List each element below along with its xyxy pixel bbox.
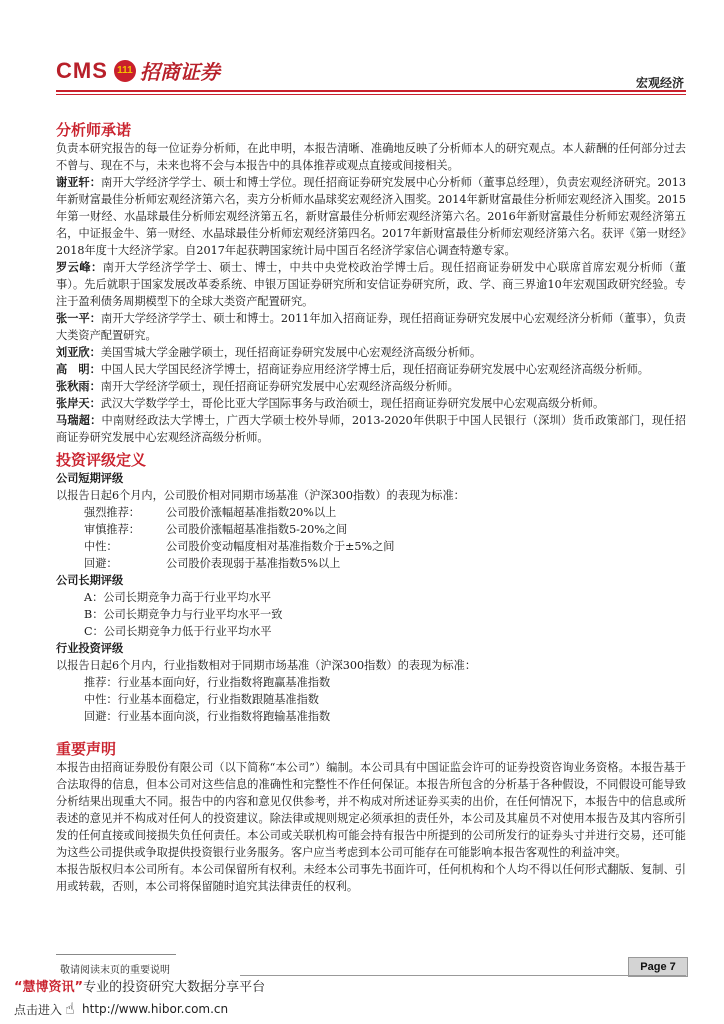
footer-divider bbox=[56, 954, 176, 955]
watermark-url-link[interactable]: http://www.hibor.com.cn bbox=[82, 1002, 229, 1016]
industry-item: 推荐：行业基本面向好，行业指数将跑赢基准指数 bbox=[84, 676, 331, 689]
watermark-line1 bbox=[14, 976, 265, 995]
rating-value: 公司股价涨幅超基准指数20%以上 bbox=[166, 506, 337, 519]
analyst-name: 刘亚欣： bbox=[56, 345, 101, 359]
rating-item bbox=[56, 555, 686, 572]
rating-value: 公司股价涨幅超基准指数5-20%之间 bbox=[166, 523, 348, 536]
long-term-item: B：公司长期竞争力与行业平均水平一致 bbox=[84, 608, 283, 621]
watermark-brand: “慧博资讯” bbox=[14, 980, 84, 995]
long-term-item: C：公司长期竞争力低于行业平均水平 bbox=[84, 625, 272, 638]
analyst-bio-text: 武汉大学数学学士，哥伦比亚大学国际事务与政治硕士，现任招商证券研究发展中心宏观高级分析师。 bbox=[100, 397, 605, 410]
main-content bbox=[56, 120, 686, 895]
page-header bbox=[0, 0, 724, 96]
analyst-section-title: 分析师承诺 bbox=[56, 121, 132, 139]
rating-item bbox=[56, 538, 686, 555]
analyst-bio-text: 中南财经政法大学博士，广西大学硕士校外导师，2013-2020年供职于中国人民银行（深圳）货币政策部门，现任招商证券研究发展中心宏观经济高级分析师。 bbox=[56, 414, 686, 444]
analyst-name: 马瑞超： bbox=[56, 413, 102, 427]
watermark-click-text: 点击进入 bbox=[14, 1002, 63, 1017]
analyst-bio bbox=[56, 378, 686, 395]
rating-key: 回避： bbox=[84, 557, 118, 570]
analyst-name: 张一平： bbox=[56, 311, 101, 325]
analyst-name: 罗云峰： bbox=[56, 260, 103, 274]
logo-emblem-icon: 111 bbox=[114, 60, 136, 82]
analyst-bio bbox=[56, 395, 686, 412]
industry-title: 行业投资评级 bbox=[56, 641, 124, 655]
analyst-name: 谢亚轩： bbox=[56, 175, 101, 189]
header-divider-thin bbox=[56, 94, 686, 95]
rating-value: 公司股价表现弱于基准指数5%以上 bbox=[166, 557, 341, 570]
copyright-paragraph: 本报告版权归本公司所有。本公司保留所有权利。未经本公司事先书面许可，任何机构和个人均不得以任何形式翻版、复制、引用或转载，否则，本公司将保留随时追究其法律责任的权利。 bbox=[56, 863, 686, 893]
rating-value: 公司股价变动幅度相对基准指数介于±5%之间 bbox=[166, 540, 395, 553]
company-logo bbox=[56, 56, 220, 85]
watermark-tagline: 专业的投资研究大数据分享平台 bbox=[83, 980, 266, 995]
page-number: Page 7 bbox=[628, 957, 688, 977]
analyst-bio-text: 中国人民大学国民经济学博士，招商证券应用经济学博士后，现任招商证券研究发展中心宏观经济高级分析师。 bbox=[100, 363, 649, 376]
analyst-bio-text: 美国雪城大学金融学硕士，现任招商证券研究发展中心宏观经济高级分析师。 bbox=[100, 346, 482, 359]
industry-item: 中性：行业基本面稳定，行业指数跟随基准指数 bbox=[84, 693, 319, 706]
analyst-intro: 负责本研究报告的每一位证券分析师，在此申明，本报告清晰、准确地反映了分析师本人的研究观点。本人薪酬的任何部分过去不曾与、现在不与，未来也将不会与本报告中的具体推荐或观点直接或间接相关。 bbox=[56, 142, 686, 172]
analyst-bio bbox=[56, 310, 686, 344]
rating-key: 强烈推荐： bbox=[84, 506, 140, 519]
short-term-desc: 以报告日起6个月内，公司股价相对同期市场基准（沪深300指数）的表现为标准： bbox=[56, 489, 465, 502]
industry-desc: 以报告日起6个月内，行业指数相对于同期市场基准（沪深300指数）的表现为标准： bbox=[56, 659, 477, 672]
hand-pointer-icon: ☝ bbox=[65, 999, 75, 1018]
analyst-bio-text: 南开大学经济学硕士，现任招商证券研究发展中心宏观经济高级分析师。 bbox=[100, 380, 459, 393]
rating-item bbox=[56, 521, 686, 538]
disclaimer-paragraph: 本报告由招商证券股份有限公司（以下简称“本公司”）编制。本公司具有中国证监会许可的证券投资咨询业务资格。本报告基于合法取得的信息，但本公司对这些信息的准确性和完整性不作任何保证。本报告所包含的分析基于各种假设，不同假设可能导致分析结果出现重大不同。报告中的内容和意见仅供参考，并不构成对所述证券买卖的出价，在任何情况下，本报告中的信息或所表述的意见并不构成对任何人的投资建议。除法律或规则规定必须承担的责任外，本公司及其雇员不对使用本报告及其内容所引发的任何直接或间接损失负任何责任。本公司或关联机构可能会持有报告中所提到的公司所发行的证券头寸并进行交易，还可能为这些公司提供或争取提供投资银行业务服务。客户应当考虑到本公司可能存在可能影响本报告客观性的利益冲突。 bbox=[56, 761, 686, 859]
analyst-bio bbox=[56, 174, 686, 259]
footer-note: 敬请阅读末页的重要说明 bbox=[60, 965, 170, 976]
rating-key: 审慎推荐： bbox=[84, 523, 140, 536]
analyst-bio-text: 南开大学经济学学士、硕士和博士。2011年加入招商证券，现任招商证券研究发展中心宏观经济分析师（董事），负责大类资产配置研究。 bbox=[56, 312, 686, 342]
analyst-bio-text: 南开大学经济学学士、硕士、博士，中共中央党校政治学博士后。现任招商证券研发中心联席首席宏观分析师（董事）。先后就职于国家发展改革委系统、申银万国证券研究所和安信证券研究所，政、学、商三界逾10年宏观国政研究经验。专注于盈利债务周期模型下的全球大类资产配置研究。 bbox=[56, 261, 686, 308]
analyst-name: 张秋雨： bbox=[56, 379, 101, 393]
logo-cms-text: CMS bbox=[56, 57, 108, 83]
long-term-title: 公司长期评级 bbox=[56, 573, 124, 587]
analyst-name: 张岸天： bbox=[56, 396, 101, 410]
rating-section-title: 投资评级定义 bbox=[56, 451, 147, 469]
analyst-name: 高 明： bbox=[56, 362, 101, 376]
page-divider bbox=[240, 975, 686, 976]
analyst-bio bbox=[56, 259, 686, 310]
analyst-bio-text: 南开大学经济学学士、硕士和博士学位。现任招商证券研究发展中心分析师（董事总经理），负责宏观经济研究。2013年新财富最佳分析师宏观经济第六名，卖方分析师水晶球奖宏观经济入围奖。2014年新财富最佳分析师宏观经济入围奖。2015年第一财经、水晶球最佳分析师宏观经济第五名，新财富最佳分析师宏观经济第六名。2016年新财富最佳分析师宏观经济第五名，中证报金牛、第一财经、水晶球最佳分析师宏观经济第四名。2017年新财富最佳分析师宏观经济第六名。获评《第一财经》2018年度十大经济学家。自2017年起获聘国家统计局中国百名经济学家信心调查特邀专家。 bbox=[56, 176, 686, 257]
rating-item bbox=[56, 504, 686, 521]
analyst-bio bbox=[56, 361, 686, 378]
header-divider bbox=[56, 90, 686, 92]
short-term-title: 公司短期评级 bbox=[56, 471, 124, 485]
disclaimer-section-title: 重要声明 bbox=[56, 740, 117, 758]
logo-company-name: 招商证券 bbox=[139, 62, 220, 84]
long-term-item: A：公司长期竞争力高于行业平均水平 bbox=[84, 591, 272, 604]
analyst-bio bbox=[56, 412, 686, 446]
analyst-bio bbox=[56, 344, 686, 361]
section-label: 宏观经济 bbox=[635, 76, 684, 90]
rating-key: 中性： bbox=[84, 540, 118, 553]
watermark-line2[interactable] bbox=[14, 1000, 228, 1018]
industry-item: 回避：行业基本面向淡，行业指数将跑输基准指数 bbox=[84, 710, 331, 723]
